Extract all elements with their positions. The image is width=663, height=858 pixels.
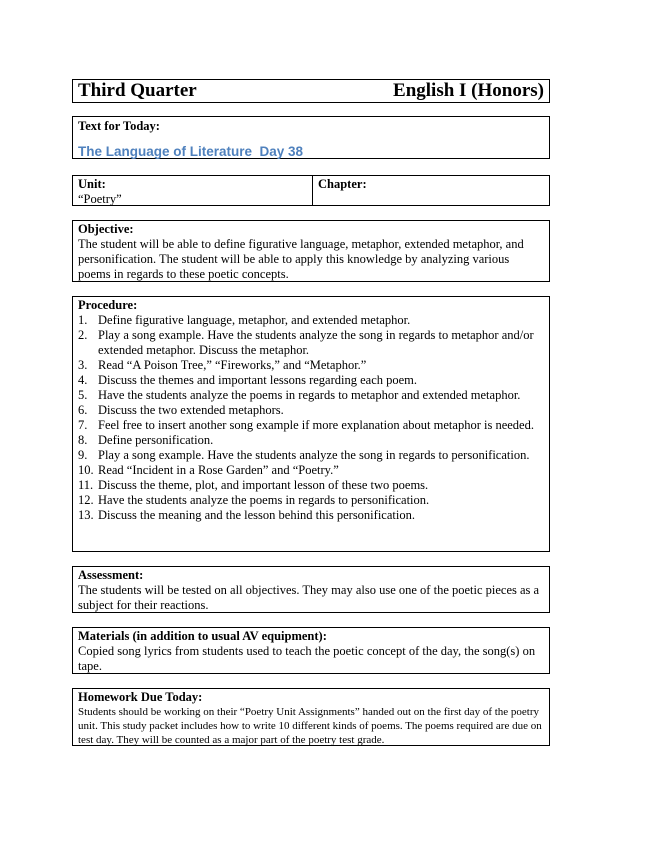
step-number: 1. — [78, 313, 88, 327]
step-number: 9. — [78, 448, 88, 462]
procedure-step — [78, 358, 544, 373]
procedure-step — [78, 328, 544, 358]
procedure-step — [78, 313, 544, 328]
homework-section — [72, 688, 550, 746]
procedure-step — [78, 478, 544, 493]
step-text: Define figurative language, metaphor, and extended metaphor. — [98, 313, 411, 327]
assessment-label: Assessment: — [78, 568, 144, 582]
procedure-label: Procedure: — [78, 298, 138, 312]
unit-value: “Poetry” — [78, 192, 122, 206]
step-text: Have the students analyze the poems in regards to metaphor and extended metaphor. — [98, 388, 521, 402]
step-number: 4. — [78, 373, 88, 387]
objective-text: The student will be able to define figurative language, metaphor, extended metaphor, and personification. The student will be able to apply this knowledge by analyzing various poems in regards to these poetic concepts. — [78, 237, 524, 281]
procedure-step — [78, 463, 544, 478]
step-number: 13. — [78, 508, 94, 522]
step-text: Define personification. — [98, 433, 214, 447]
step-number: 3. — [78, 358, 88, 372]
unit-label: Unit: — [78, 177, 106, 191]
quarter-title: Third Quarter — [78, 80, 197, 101]
materials-label: Materials (in addition to usual AV equipment): — [78, 629, 327, 643]
step-text: Feel free to insert another song example if more explanation about metaphor is needed. — [98, 418, 534, 432]
step-number: 5. — [78, 388, 88, 402]
unit-chapter-section — [72, 175, 550, 206]
text-for-today-label: Text for Today: — [78, 119, 160, 133]
procedure-step — [78, 493, 544, 508]
chapter-label: Chapter: — [318, 177, 367, 191]
step-text: Read “Incident in a Rose Garden” and “Poetry.” — [98, 463, 339, 477]
step-number: 10. — [78, 463, 94, 477]
procedure-step — [78, 418, 544, 433]
materials-section — [72, 627, 550, 674]
procedure-step — [78, 508, 544, 523]
procedure-step — [78, 373, 544, 388]
step-text: Have the students analyze the poems in regards to personification. — [98, 493, 430, 507]
step-text: Discuss the themes and important lessons regarding each poem. — [98, 373, 418, 387]
step-text: Play a song example. Have the students analyze the song in regards to personification. — [98, 448, 530, 462]
procedure-step — [78, 403, 544, 418]
step-text: Discuss the meaning and the lesson behind this personification. — [98, 508, 415, 522]
step-number: 7. — [78, 418, 88, 432]
procedure-list — [78, 313, 544, 523]
procedure-step — [78, 388, 544, 403]
procedure-step — [78, 433, 544, 448]
materials-text: Copied song lyrics from students used to teach the poetic concept of the day, the song(s) on tape. — [78, 644, 536, 673]
unit-cell — [73, 176, 313, 205]
step-number: 6. — [78, 403, 88, 417]
assessment-text: The students will be tested on all objectives. They may also use one of the poetic pieces as a subject for their reactions. — [78, 583, 540, 612]
step-number: 2. — [78, 328, 88, 342]
step-text: Discuss the two extended metaphors. — [98, 403, 284, 417]
course-title: English I (Honors) — [393, 80, 544, 101]
step-number: 12. — [78, 493, 94, 507]
procedure-step — [78, 448, 544, 463]
text-for-today-section — [72, 116, 550, 159]
step-text: Discuss the theme, plot, and important lesson of these two poems. — [98, 478, 429, 492]
header-bar — [72, 79, 550, 103]
homework-label: Homework Due Today: — [78, 690, 203, 704]
objective-section — [72, 220, 550, 282]
step-number: 8. — [78, 433, 88, 447]
procedure-section — [72, 296, 550, 552]
lesson-title: The Language of Literature Day 38 — [78, 144, 304, 159]
homework-text: Students should be working on their “Poetry Unit Assignments” handed out on the first day of the poetry unit. This study packet includes how to write 10 different kinds of poems. The poems required are due on test day. They will be counted as a major part of the poetry test grade. — [78, 706, 542, 746]
step-text: Play a song example. Have the students analyze the song in regards to metaphor and/or extended metaphor. Discuss the metaphor. — [98, 328, 534, 357]
step-number: 11. — [78, 478, 94, 492]
chapter-cell — [313, 176, 549, 205]
objective-label: Objective: — [78, 222, 134, 236]
assessment-section — [72, 566, 550, 613]
step-text: Read “A Poison Tree,” “Fireworks,” and “Metaphor.” — [98, 358, 367, 372]
